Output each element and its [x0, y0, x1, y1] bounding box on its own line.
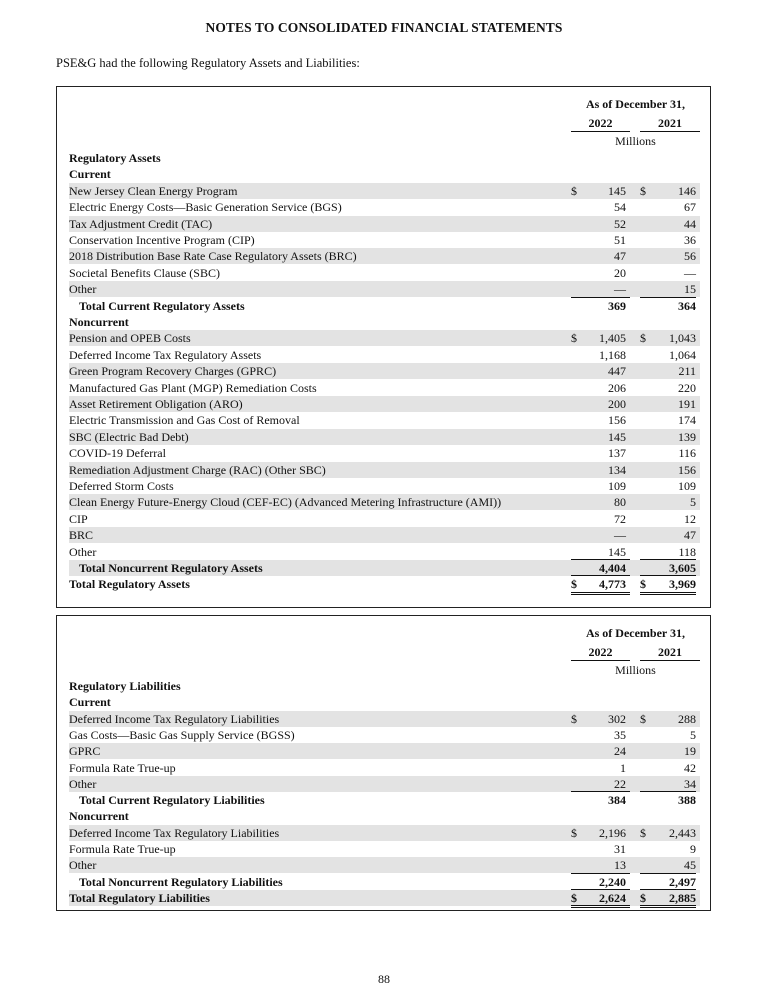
header-underline: [571, 131, 630, 132]
value-2021: 44: [684, 216, 696, 231]
value-2021: 15: [684, 282, 696, 297]
subtotal-rule: [640, 791, 696, 792]
row-label: Deferred Income Tax Regulatory Liabilities: [69, 825, 280, 840]
value-2022: 145: [608, 544, 626, 559]
currency-symbol: $: [571, 331, 577, 346]
row-label: Societal Benefits Clause (SBC): [69, 265, 220, 280]
value-2021: 36: [684, 233, 696, 247]
table-row: [69, 544, 700, 560]
subtotal-rule: [640, 873, 696, 874]
value-2022: 2,624: [599, 890, 626, 905]
table-row: [69, 248, 700, 264]
value-2021: 1,043: [669, 331, 696, 346]
value-2022: 302: [608, 711, 626, 726]
value-2022: 24: [614, 744, 626, 759]
section-heading-row: [69, 166, 700, 182]
as-of-header: As of December 31,: [585, 626, 686, 640]
subtotal-rule: [640, 575, 696, 576]
value-2022: 2,240: [599, 874, 626, 889]
row-label: Deferred Income Tax Regulatory Liabilities: [69, 711, 280, 726]
currency-symbol: $: [571, 890, 577, 905]
total-double-rule: [640, 592, 696, 595]
total-row: [69, 874, 700, 890]
section-heading-row: [69, 314, 700, 330]
total-row: [69, 576, 700, 592]
section-heading: Regulatory Liabilities: [69, 679, 181, 693]
subtotal-rule: [640, 559, 696, 560]
value-2022: 200: [608, 397, 626, 411]
currency-symbol: $: [640, 331, 646, 346]
row-label: Electric Energy Costs—Basic Generation Service (BGS): [69, 200, 342, 215]
row-label: Deferred Storm Costs: [69, 479, 174, 493]
value-2022: 47: [614, 249, 626, 264]
row-label: Remediation Adjustment Charge (RAC) (Other SBC): [69, 462, 326, 477]
table-row: [69, 445, 700, 461]
row-label: Pension and OPEB Costs: [69, 331, 191, 346]
table-row: [69, 412, 700, 428]
value-2022: 206: [608, 380, 626, 395]
row-label: Total Regulatory Liabilities: [69, 890, 210, 905]
table-row: [69, 380, 700, 396]
as-of-header: As of December 31,: [585, 97, 686, 111]
value-2022: 52: [614, 216, 626, 231]
total-row: [69, 890, 700, 906]
value-2022: 1,405: [599, 331, 626, 346]
subtotal-rule: [571, 559, 630, 560]
value-2022: 4,404: [599, 561, 626, 575]
value-2022: 2,196: [599, 825, 626, 840]
subtotal-rule: [640, 889, 696, 890]
table-row: [69, 711, 700, 727]
value-2022: 80: [614, 495, 626, 510]
value-2021: 109: [678, 479, 696, 493]
section-heading-row: [69, 808, 700, 824]
currency-symbol: $: [640, 711, 646, 726]
value-2021: 3,605: [669, 561, 696, 575]
row-label: Deferred Income Tax Regulatory Assets: [69, 347, 262, 362]
row-label: Manufactured Gas Plant (MGP) Remediation Costs: [69, 380, 317, 395]
table-row: [69, 216, 700, 232]
subtotal-rule: [571, 297, 630, 298]
value-2021: 118: [678, 544, 696, 559]
table-row: [69, 462, 700, 478]
value-2021: 388: [678, 793, 696, 808]
value-2021: 139: [678, 429, 696, 444]
year-2021-header: 2021: [658, 116, 682, 130]
row-label: Other: [69, 544, 97, 559]
table-row: [69, 199, 700, 215]
row-label: COVID-19 Deferral: [69, 446, 166, 461]
row-label: Total Noncurrent Regulatory Liabilities: [79, 874, 283, 889]
value-2022: 137: [608, 446, 626, 461]
value-2021: 288: [678, 711, 696, 726]
value-2021: 47: [684, 528, 696, 543]
table-row: [69, 363, 700, 379]
table-row: [69, 494, 700, 510]
value-2021: 56: [684, 249, 696, 264]
section-heading: Noncurrent: [69, 315, 129, 329]
currency-symbol: $: [571, 711, 577, 726]
table-row: [69, 760, 700, 776]
row-label: Conservation Incentive Program (CIP): [69, 233, 255, 247]
value-2021: 45: [684, 858, 696, 873]
value-2021: 3,969: [669, 577, 696, 592]
subtotal-rule: [571, 873, 630, 874]
subtotal-rule: [571, 889, 630, 890]
row-label: Other: [69, 776, 97, 791]
section-heading-row: [69, 694, 700, 710]
row-label: Formula Rate True-up: [69, 760, 176, 775]
value-2022: 369: [608, 298, 626, 313]
table-row: [69, 429, 700, 445]
subtotal-rule: [640, 297, 696, 298]
value-2021: 9: [690, 842, 696, 856]
value-2022: 13: [614, 858, 626, 873]
row-label: Total Regulatory Assets: [69, 577, 190, 592]
table-row: [69, 232, 700, 248]
regulatory-assets-table: [56, 86, 711, 608]
value-2021: 12: [684, 511, 696, 526]
value-2021: 191: [678, 397, 696, 411]
value-2022: 109: [608, 479, 626, 493]
value-2022: 1: [620, 760, 626, 775]
table-row: [69, 511, 700, 527]
value-2021: 34: [684, 776, 696, 791]
row-label: Other: [69, 858, 97, 873]
currency-symbol: $: [571, 825, 577, 840]
table-row: [69, 183, 700, 199]
page-title: NOTES TO CONSOLIDATED FINANCIAL STATEMENTS: [205, 20, 563, 35]
total-double-rule: [571, 905, 630, 908]
units-header: Millions: [615, 134, 656, 148]
year-2021-header: 2021: [658, 645, 682, 659]
section-heading-row: [69, 678, 700, 694]
subtotal-rule: [571, 575, 630, 576]
table-row: [69, 347, 700, 363]
value-2021: 1,064: [669, 347, 696, 362]
value-2021: 5: [690, 495, 696, 510]
year-2022-header: 2022: [588, 116, 613, 130]
table-row: [69, 841, 700, 857]
value-2021: 19: [684, 744, 696, 759]
table-row: [69, 396, 700, 412]
value-2022: 20: [614, 265, 626, 280]
currency-symbol: $: [640, 825, 646, 840]
value-2022: 1,168: [599, 347, 626, 362]
table-row: [69, 727, 700, 743]
row-label: Other: [69, 282, 97, 297]
row-label: Gas Costs—Basic Gas Supply Service (BGSS): [69, 727, 295, 742]
row-label: Asset Retirement Obligation (ARO): [69, 397, 243, 411]
table-row: [69, 478, 700, 494]
row-label: Electric Transmission and Gas Cost of Removal: [69, 413, 300, 428]
total-row: [69, 792, 700, 808]
value-2022: 145: [608, 183, 626, 198]
value-2021: 2,443: [669, 825, 696, 840]
value-2022: 31: [614, 842, 626, 856]
total-row: [69, 298, 700, 314]
header-underline: [640, 660, 700, 661]
value-2022: 54: [614, 200, 626, 215]
table-row: [69, 776, 700, 792]
value-2022: —: [614, 528, 626, 543]
value-2022: 72: [614, 511, 626, 526]
currency-symbol: $: [640, 890, 646, 905]
section-heading: Current: [69, 695, 111, 710]
year-2022-header: 2022: [588, 645, 613, 659]
value-2021: 2,885: [669, 890, 696, 905]
currency-symbol: $: [571, 183, 577, 198]
value-2022: 35: [614, 727, 626, 742]
value-2021: 5: [690, 727, 696, 742]
row-label: Total Current Regulatory Liabilities: [79, 793, 265, 808]
row-label: GPRC: [69, 744, 101, 759]
row-label: Green Program Recovery Charges (GPRC): [69, 364, 277, 379]
row-label: New Jersey Clean Energy Program: [69, 183, 238, 198]
subtotal-rule: [571, 791, 630, 792]
value-2021: 116: [678, 446, 696, 461]
value-2022: 4,773: [599, 577, 626, 592]
value-2022: 447: [608, 364, 626, 379]
row-label: Total Noncurrent Regulatory Assets: [79, 561, 263, 575]
total-double-rule: [571, 592, 630, 595]
value-2021: 364: [678, 298, 696, 313]
table-row: [69, 265, 700, 281]
value-2022: 22: [614, 776, 626, 791]
value-2021: 42: [684, 760, 696, 775]
value-2021: 2,497: [669, 874, 696, 889]
total-double-rule: [640, 905, 696, 908]
row-label: BRC: [69, 528, 94, 543]
value-2022: —: [614, 282, 626, 297]
currency-symbol: $: [640, 183, 646, 198]
section-heading-row: [69, 150, 700, 166]
value-2022: 384: [608, 793, 626, 808]
table-row: [69, 281, 700, 297]
section-heading: Regulatory Assets: [69, 151, 161, 165]
total-row: [69, 560, 700, 576]
value-2022: 51: [614, 233, 626, 247]
row-label: Formula Rate True-up: [69, 842, 176, 856]
row-label: Total Current Regulatory Assets: [79, 298, 245, 313]
table-row: [69, 743, 700, 759]
units-header: Millions: [615, 663, 656, 677]
value-2021: 146: [678, 183, 696, 198]
row-label: Tax Adjustment Credit (TAC): [69, 216, 213, 231]
row-label: CIP: [69, 511, 88, 526]
currency-symbol: $: [571, 577, 577, 592]
value-2021: 211: [678, 364, 696, 379]
section-heading: Noncurrent: [69, 809, 129, 824]
table-row: [69, 527, 700, 543]
value-2021: 156: [678, 462, 696, 477]
value-2022: 145: [608, 429, 626, 444]
page-number: 88: [378, 972, 390, 986]
intro-text: PSE&G had the following Regulatory Assets and Liabilities:: [56, 56, 360, 70]
value-2021: —: [684, 265, 696, 280]
row-label: 2018 Distribution Base Rate Case Regulatory Assets (BRC): [69, 249, 357, 264]
regulatory-liabilities-table: [56, 615, 711, 911]
table-row: [69, 857, 700, 873]
row-label: SBC (Electric Bad Debt): [69, 429, 189, 444]
value-2021: 174: [678, 413, 696, 428]
header-underline: [640, 131, 700, 132]
section-heading: Current: [69, 167, 111, 182]
table-row: [69, 330, 700, 346]
row-label: Clean Energy Future-Energy Cloud (CEF-EC) (Advanced Metering Infrastructure (AMI)): [69, 495, 502, 510]
header-underline: [571, 660, 630, 661]
value-2021: 67: [684, 200, 696, 215]
currency-symbol: $: [640, 577, 646, 592]
value-2022: 134: [608, 462, 626, 477]
table-row: [69, 825, 700, 841]
value-2022: 156: [608, 413, 626, 428]
value-2021: 220: [678, 380, 696, 395]
